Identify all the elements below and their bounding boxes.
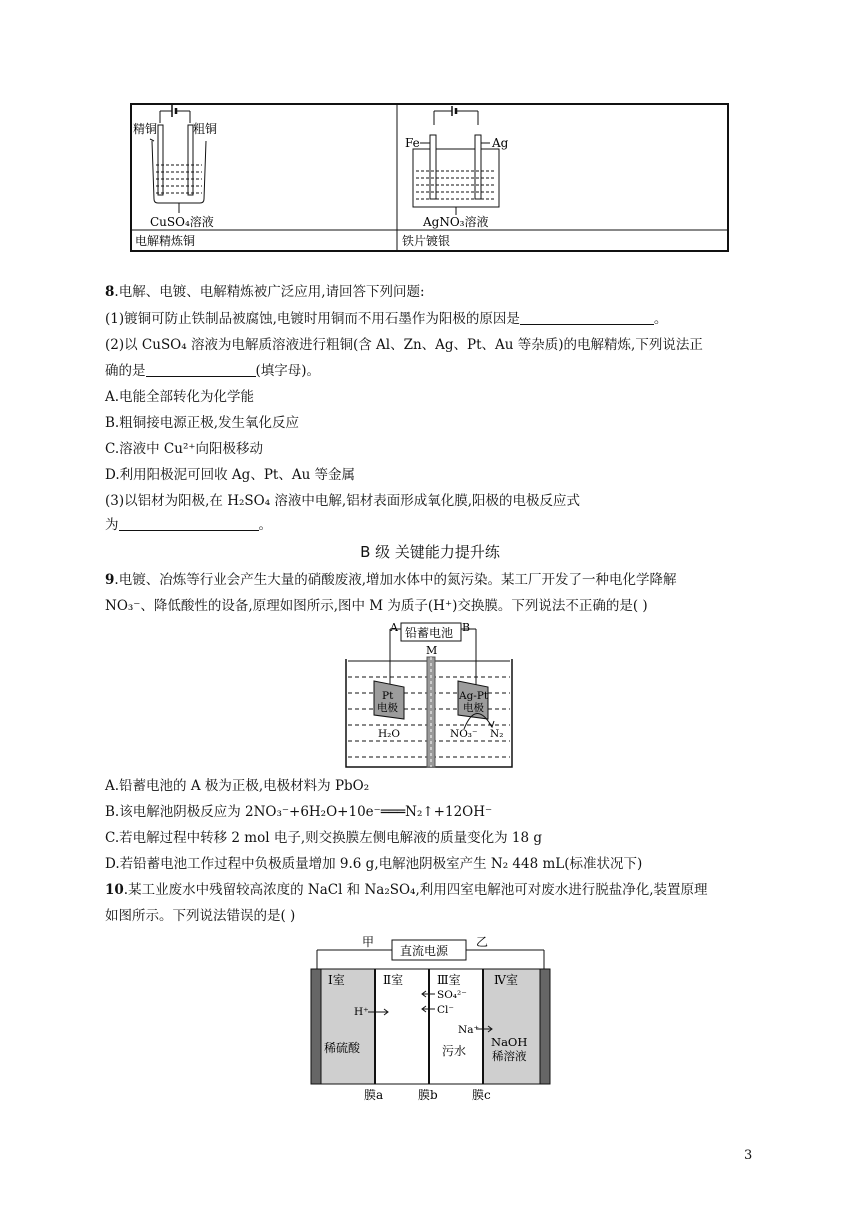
section-title: B 级 关键能力提升练 (360, 543, 500, 561)
q9-option-b: B.该电解池阴极反应为 2NO₃⁻+6H₂O+10e⁻═══N₂↑+12OH⁻ (105, 804, 493, 820)
battery-terminal-a: A (390, 621, 398, 634)
q8-option-a: A.电能全部转化为化学能 (105, 389, 255, 405)
q8-part3-line2: 为 。 (105, 517, 272, 533)
agno3-solution-label: AgNO₃溶液 (423, 215, 489, 229)
copper-refining-caption: 电解精炼铜 (135, 234, 196, 248)
apparatus-table (130, 103, 730, 255)
pt-electrode-label-2: 电极 (377, 702, 398, 714)
q9-stem-line2: NO₃⁻、降低酸性的设备,原理如图所示,图中 M 为质子(H⁺)交换膜。下列说法不正确的是( ) (105, 598, 648, 614)
q9-number: 9 (105, 572, 115, 588)
room-1-label: Ⅰ室 (328, 973, 345, 987)
terminal-jia-label: 甲 (362, 935, 375, 949)
n2-label: N₂ (490, 728, 504, 740)
q8-option-d: D.利用阳极泥可回收 Ag、Pt、Au 等金属 (105, 467, 356, 483)
battery-terminal-b: B (462, 621, 471, 634)
room-4-label: Ⅳ室 (494, 973, 518, 987)
q8-part2-answer-blank[interactable] (146, 362, 256, 377)
q9-option-a: A.铅蓄电池的 A 极为正极,电极材料为 PbO₂ (105, 778, 370, 794)
h2o-label: H₂O (378, 728, 400, 740)
agpt-electrode-label: Ag-Pt (459, 690, 489, 702)
q8-option-b: B.粗铜接电源正极,发生氧化反应 (105, 415, 300, 431)
silver-plating-apparatus (405, 106, 509, 229)
page-number: 3 (744, 1148, 753, 1163)
pure-copper-label: 精铜 (133, 122, 158, 136)
q8-part3-line1: (3)以铝材为阳极,在 H₂SO₄ 溶液中电解,铝材表面形成氧化膜,阳极的电极反应式 (105, 493, 580, 509)
crude-copper-label: 粗铜 (193, 122, 218, 136)
q9-electrolysis-figure (344, 617, 514, 769)
cuso4-solution-label: CuSO₄溶液 (150, 215, 214, 229)
so4-label: SO₄²⁻ (437, 989, 467, 1001)
q8-part2-line1: (2)以 CuSO₄ 溶液为电解质溶液进行粗铜(含 Al、Zn、Ag、Pt、Au 等杂质)的电解精炼,下列说法正 (105, 337, 703, 353)
dc-power-label: 直流电源 (400, 944, 449, 958)
q10-number: 10 (105, 882, 124, 898)
q8-part1-answer-blank[interactable] (520, 310, 654, 325)
agpt-electrode-label-2: 电极 (463, 702, 484, 714)
fe-electrode-label: Fe (405, 136, 420, 150)
membrane-a-label: 膜a (364, 1088, 384, 1102)
terminal-yi-label: 乙 (476, 935, 489, 949)
q8-part3-answer-blank[interactable] (119, 516, 259, 531)
q10-stem-line2: 如图所示。下列说法错误的是( ) (105, 908, 296, 924)
membrane-c-label: 膜c (472, 1088, 491, 1102)
room-2-label: Ⅱ室 (383, 973, 404, 987)
copper-refining-apparatus (133, 105, 217, 229)
q10-stem-line1: 10.某工业废水中残留较高浓度的 NaCl 和 Na₂SO₄,利用四室电解池可对废水进行脱盐净化,装置原理 (105, 882, 708, 898)
q8-part2-line2: 确的是 (填字母)。 (105, 363, 321, 379)
q10-four-chamber-figure (300, 932, 570, 1104)
q9-stem-line1: 9.电镀、冶炼等行业会产生大量的硝酸废液,增加水体中的氮污染。某工厂开发了一种电化学降解 (105, 572, 677, 588)
silver-plating-caption: 铁片镀银 (402, 234, 451, 248)
q9-option-d: D.若铅蓄电池工作过程中负极质量增加 9.6 g,电解池阴极室产生 N₂ 448 mL(标准状况下) (105, 856, 643, 872)
q8-number: 8 (105, 284, 115, 300)
dilute-acid-label: 稀硫酸 (324, 1041, 361, 1055)
h-plus-label: H⁺ (354, 1006, 369, 1018)
ag-electrode-label: Ag (492, 136, 509, 150)
lead-battery-label: 铅蓄电池 (405, 626, 454, 640)
q8-stem: 8.电解、电镀、电解精炼被广泛应用,请回答下列问题: (105, 284, 425, 300)
room-3-label: Ⅲ室 (437, 973, 461, 987)
q8-part1: (1)镀铜可防止铁制品被腐蚀,电镀时用铜而不用石墨作为阳极的原因是 。 (105, 311, 668, 327)
membrane-b-label: 膜b (418, 1088, 438, 1102)
waste-water-label: 污水 (442, 1044, 467, 1058)
na-plus-label: Na⁺ (458, 1024, 479, 1036)
dilute-solution-label: 稀溶液 (492, 1049, 527, 1063)
naoh-label: NaOH (491, 1035, 528, 1049)
pt-electrode-label: Pt (382, 690, 394, 702)
q8-option-c: C.溶液中 Cu²⁺向阳极移动 (105, 441, 263, 457)
q9-option-c: C.若电解过程中转移 2 mol 电子,则交换膜左侧电解液的质量变化为 18 g (105, 830, 543, 846)
no3-label: NO₃⁻ (450, 728, 478, 740)
cl-label: Cl⁻ (437, 1004, 454, 1016)
membrane-m-label: M (426, 644, 438, 657)
